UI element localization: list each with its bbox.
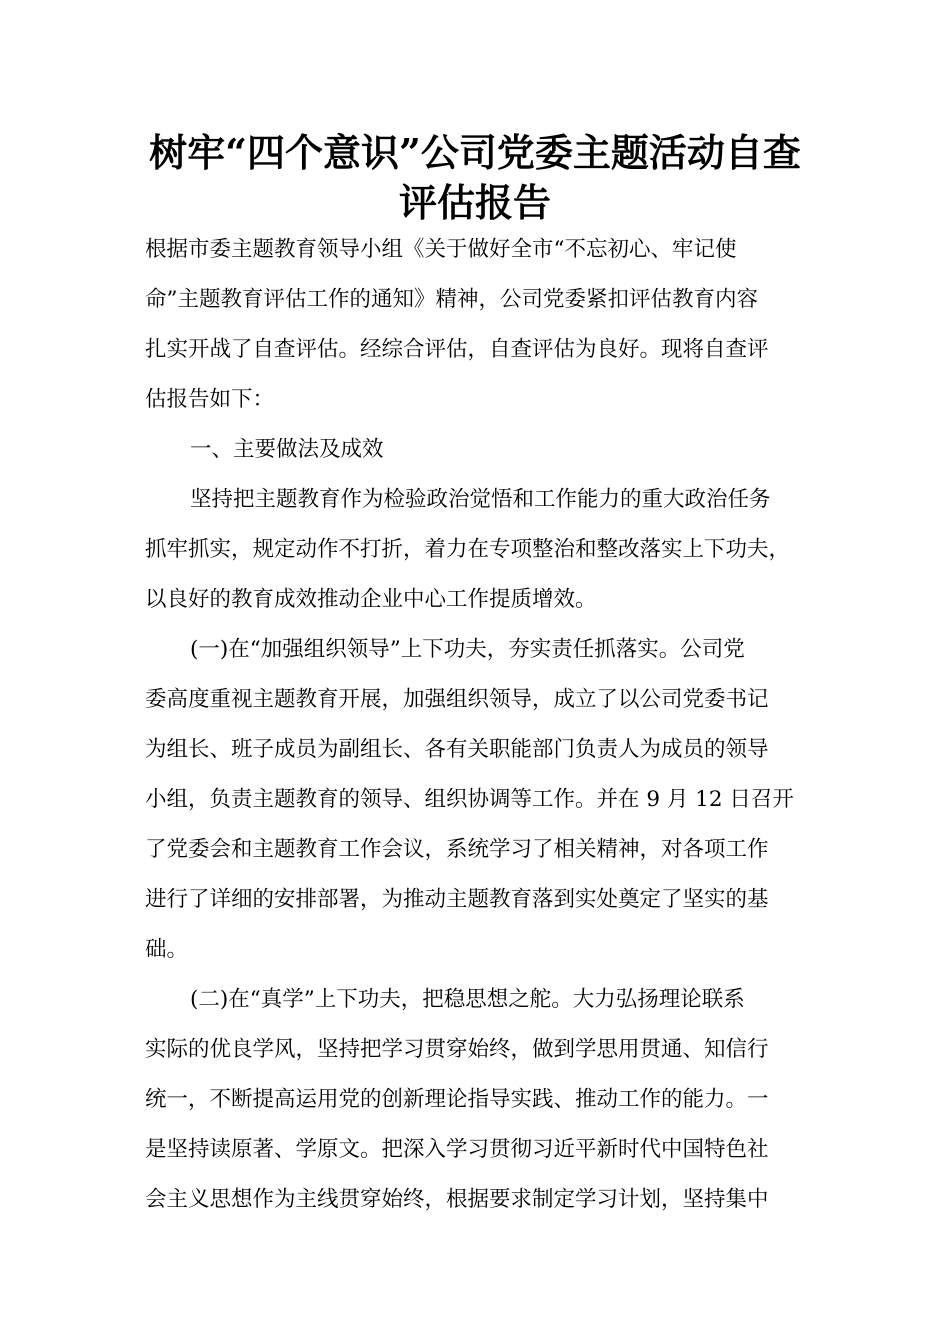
body-line: 估报告如下： bbox=[145, 387, 275, 412]
body-line: (二)在“真学”上下功夫，把稳思想之舵。大力弘扬理论联系 bbox=[190, 987, 745, 1012]
body-line: 扎实开战了自查评估。经综合评估，自查评估为良好。现将自查评 bbox=[145, 337, 769, 362]
body-line: 抓牢抓实，规定动作不打折，着力在专项整治和整改落实上下功夫， bbox=[145, 537, 791, 562]
body-line: 为组长、班子成员为副组长、各有关职能部门负责人为成员的领导 bbox=[145, 737, 769, 762]
document-title-line-2: 评估报告 bbox=[398, 180, 551, 225]
body-line: 小组，负责主题教育的领导、组织协调等工作。并在 9 月 12 日召开 bbox=[145, 787, 794, 812]
body-line: 是坚持读原著、学原文。把深入学习贯彻习近平新时代中国特色社 bbox=[145, 1137, 769, 1162]
body-line: 以良好的教育成效推动企业中心工作提质增效。 bbox=[145, 587, 597, 612]
body-line: 坚持把主题教育作为检验政治觉悟和工作能力的重大政治任务 bbox=[190, 487, 771, 512]
body-line: 进行了详细的安排部署，为推动主题教育落到实处奠定了坚实的基 bbox=[145, 887, 769, 912]
body-line: 实际的优良学风，坚持把学习贯穿始终，做到学思用贯通、知信行 bbox=[145, 1037, 769, 1062]
body-line: 根据市委主题教育领导小组《关于做好全市“不忘初心、牢记使 bbox=[145, 237, 737, 262]
body-line: 础。 bbox=[145, 937, 189, 962]
body-line: 命”主题教育评估工作的通知》精神，公司党委紧扣评估教育内容 bbox=[145, 287, 758, 312]
document-title-line-1: 树牢“四个意识”公司党委主题活动自查 bbox=[149, 130, 801, 175]
body-line: 会主义思想作为主线贯穿始终，根据要求制定学习计划，坚持集中 bbox=[145, 1187, 769, 1212]
body-line: 了党委会和主题教育工作会议，系统学习了相关精神，对各项工作 bbox=[145, 837, 769, 862]
body-line: 委高度重视主题教育开展，加强组织领导，成立了以公司党委书记 bbox=[145, 687, 769, 712]
section-heading: 一、主要做法及成效 bbox=[190, 437, 384, 462]
body-line: 统一，不断提高运用党的创新理论指导实践、推动工作的能力。一 bbox=[145, 1087, 769, 1112]
body-line: (一)在“加强组织领导”上下功夫，夯实责任抓落实。公司党 bbox=[190, 637, 745, 662]
